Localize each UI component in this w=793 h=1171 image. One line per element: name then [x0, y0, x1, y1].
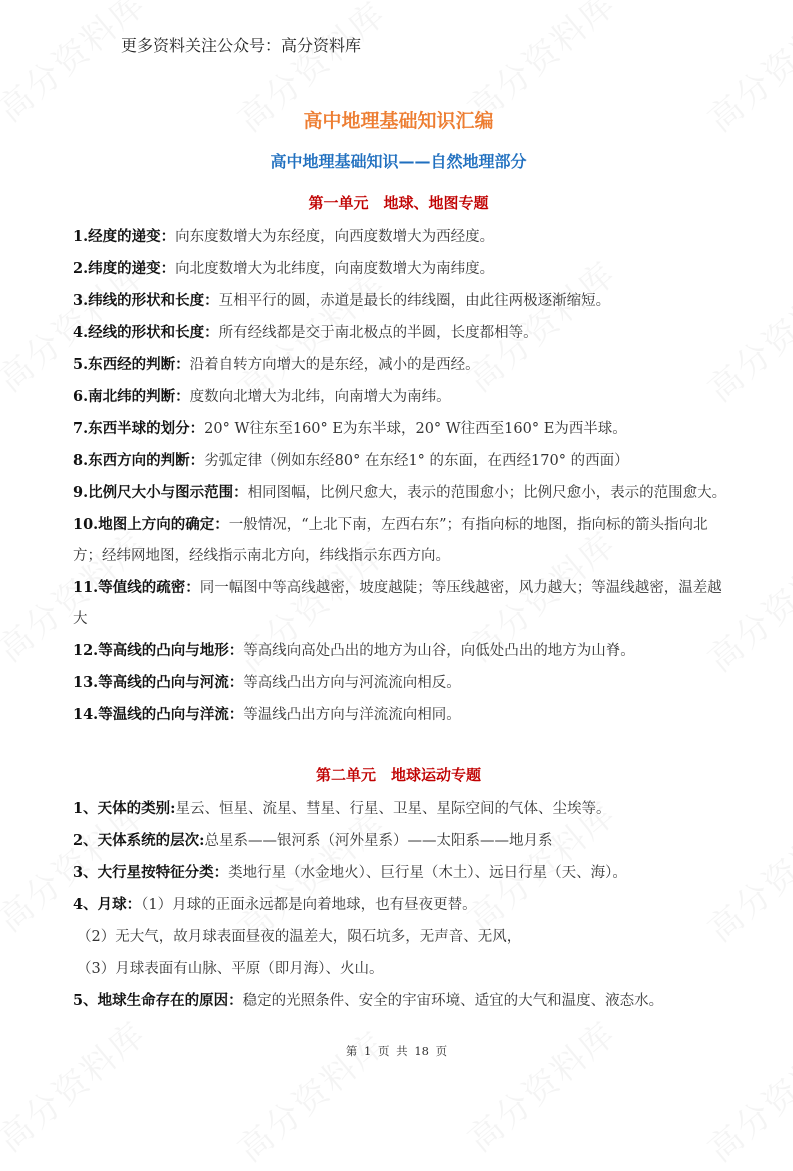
list-item: [73, 825, 733, 857]
item-label: 4、月球：: [73, 896, 142, 913]
item-label: 6.南北纬的判断：: [73, 388, 190, 405]
item-text: 等高线向高处凸出的地方为山谷，向低处凸出的地方为山脊。: [243, 643, 635, 659]
list-item: [73, 953, 733, 985]
item-text: 等温线凸出方向与洋流流向相同。: [243, 707, 461, 723]
list-item: [73, 413, 733, 445]
item-label: 9.比例尺大小与图示范围：: [73, 484, 248, 501]
item-text: 等高线凸出方向与河流流向相反。: [243, 675, 461, 691]
item-text: 同一幅图中等高线越密，坡度越陡；等压线越密，风力越大；等温线越密，温差越大: [73, 580, 722, 627]
item-label: 11.等值线的疏密：: [73, 579, 200, 596]
item-text: 总星系——银河系（河外星系）——太阳系——地月系: [204, 833, 553, 849]
item-text: 一般情况，“上北下南，左西右东”；有指向标的地图，指向标的箭头指向北方；经纬网地图，经线指示南北方向，纬线指示东西方向。: [73, 517, 708, 564]
item-label: 3.纬线的形状和长度：: [73, 292, 219, 309]
item-label: 5、地球生命存在的原因：: [73, 992, 243, 1009]
list-item: [73, 857, 733, 889]
unit-2-title: 第二单元 地球运动专题: [315, 766, 481, 784]
list-item: [73, 381, 733, 413]
item-text: 向北度数增大为北纬度，向南度数增大为南纬度。: [175, 261, 495, 277]
list-item: [73, 699, 733, 731]
item-label: 7.东西半球的划分：: [73, 420, 205, 437]
item-text: 相同图幅，比例尺愈大，表示的范围愈小；比例尺愈小，表示的范围愈大。: [247, 485, 727, 501]
item-label: 1、天体的类别:: [73, 800, 176, 817]
document-title: 高中地理基础知识汇编: [303, 110, 494, 132]
item-label: 12.等高线的凸向与地形：: [73, 642, 244, 659]
list-item: [73, 509, 733, 572]
page-footer: 第 1 页 共 18 页: [345, 1044, 448, 1058]
list-item: [73, 793, 733, 825]
item-text: （3）月球表面有山脉、平原（即月海）、火山。: [77, 961, 384, 977]
unit-2-items: [73, 793, 733, 1017]
list-item: [73, 317, 733, 349]
list-item: [73, 985, 733, 1017]
list-item: [73, 572, 733, 635]
item-text: 星云、恒星、流星、彗星、行星、卫星、星际空间的气体、尘埃等。: [175, 801, 611, 817]
list-item: [73, 921, 733, 953]
item-label: 14.等温线的凸向与洋流：: [73, 706, 244, 723]
item-label: 13.等高线的凸向与河流：: [73, 674, 244, 691]
item-label: 1.经度的递变：: [73, 228, 176, 245]
list-item: [73, 477, 733, 509]
document-subtitle: 高中地理基础知识——自然地理部分: [270, 152, 527, 171]
unit-1-items: [73, 221, 733, 731]
item-text: 沿着自转方向增大的是东经，减小的是西经。: [189, 357, 480, 373]
item-text: 度数向北增大为北纬，向南增大为南纬。: [189, 389, 451, 405]
item-label: 4.经线的形状和长度：: [73, 324, 219, 341]
unit-1-title: 第一单元 地球、地图专题: [308, 194, 489, 212]
list-item: [73, 221, 733, 253]
list-item: [73, 349, 733, 381]
list-item: [73, 285, 733, 317]
item-text: （1）月球的正面永远都是向着地球，也有昼夜更替。: [141, 897, 477, 913]
list-item: [73, 635, 733, 667]
list-item: [73, 889, 733, 921]
item-label: 2.纬度的递变：: [73, 260, 176, 277]
item-text: 劣弧定律（例如东经80° 在东经1° 的东面，在西经170° 的西面）: [204, 453, 629, 469]
item-text: 稳定的光照条件、安全的宇宙环境、适宜的大气和温度、液态水。: [242, 993, 664, 1009]
item-text: 向东度数增大为东经度，向西度数增大为西经度。: [175, 229, 495, 245]
list-item: [73, 253, 733, 285]
item-label: 8.东西方向的判断：: [73, 452, 205, 469]
item-label: 5.东西经的判断：: [73, 356, 190, 373]
list-item: [73, 667, 733, 699]
header-note: 更多资料关注公众号：高分资料库: [121, 36, 362, 55]
item-label: 3、大行星按特征分类：: [73, 864, 229, 881]
list-item: [73, 445, 733, 477]
item-text: 互相平行的圆，赤道是最长的纬线圈，由此往两极逐渐缩短。: [218, 293, 611, 309]
item-text: 所有经线都是交于南北极点的半圆，长度都相等。: [218, 325, 538, 341]
item-label: 2、天体系统的层次:: [73, 832, 205, 849]
item-text: 20° W往东至160° E为东半球，20° W往西至160° E为西半球。: [204, 421, 627, 437]
item-text: （2）无大气，故月球表面昼夜的温差大，陨石坑多，无声音、无风，: [77, 929, 522, 945]
item-label: 10.地图上方向的确定：: [73, 516, 229, 533]
item-text: 类地行星（水金地火）、巨行星（木土）、远日行星（天、海）。: [228, 865, 627, 881]
